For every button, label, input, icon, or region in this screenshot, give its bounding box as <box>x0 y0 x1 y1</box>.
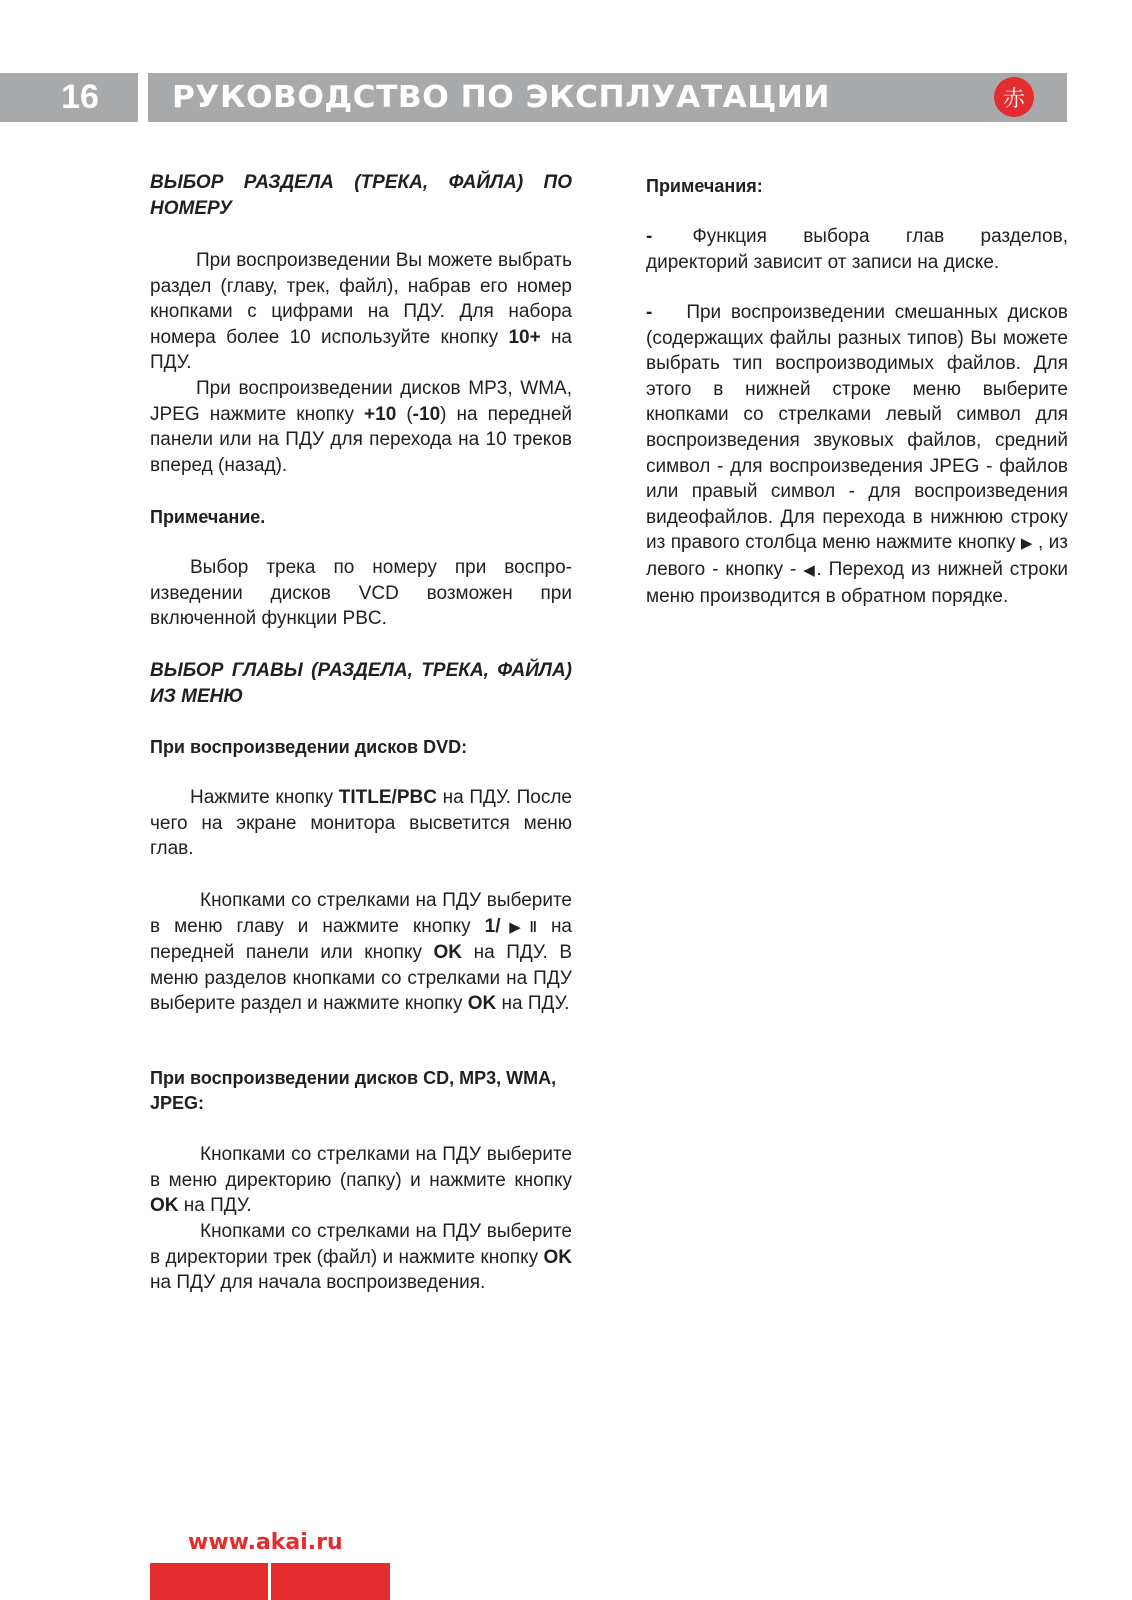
paragraph-cd-select-track <box>150 1219 572 1296</box>
note-heading: Примечание. <box>150 507 266 527</box>
footer-decor-block <box>150 1563 268 1600</box>
button-label-minus10: -10 <box>412 403 441 425</box>
section-heading-from-menu: ВЫБОР ГЛАВЫ (РАЗДЕЛА, ТРЕКА, ФАЙЛА) ИЗ МЕНЮ <box>150 660 572 707</box>
text: При воспроизведении дисков MP3, WMA, JPEG нажмите кнопку <box>150 378 572 425</box>
button-label-ok: OK <box>433 942 463 964</box>
left-arrow-icon: ◀ <box>803 561 817 579</box>
text: , из левого - кнопку - <box>646 532 1068 580</box>
header-bar <box>148 73 1067 122</box>
button-label-plus10: +10 <box>364 403 397 425</box>
button-label-1-play-pause: 1/ <box>484 915 501 937</box>
list-dash: - <box>646 302 653 323</box>
text: Выбор трека по номеру при воспро-изведении дисков VCD возможен при включенной функции PBC. <box>150 557 572 630</box>
text: Нажмите кнопку <box>190 787 339 808</box>
button-label-ok: OK <box>467 993 497 1015</box>
text: При воспроизведении Вы можете выбрать раздел (главу, трек, файл), набрав его номер кнопками с цифрами на ПДУ. Для набора номера более 10 используйте кнопку <box>150 250 572 348</box>
page-title: РУКОВОДСТВО ПО ЭКСПЛУАТАЦИИ <box>172 80 831 115</box>
note-item-mixed-discs <box>646 300 1068 609</box>
text: на ПДУ. <box>178 1195 252 1217</box>
text: на ПДУ. <box>496 993 570 1015</box>
list-dash: - <box>646 226 653 247</box>
text: . Переход из нижней строки меню производится в обратном порядке. <box>646 558 1068 607</box>
subheading-cd-mp3: При воспроизведении дисков CD, MP3, WMA, JPEG: <box>150 1068 557 1113</box>
text: на ПДУ. В меню разделов кнопками со стрелками на ПДУ выберите раздел и нажмите кнопку <box>150 942 572 1015</box>
paragraph-cd-select-folder <box>150 1142 572 1219</box>
paragraph-select-by-number <box>150 248 572 376</box>
text: При воспроизведении смешанных дисков (содержащих файлы разных типов) Вы можете выбрать тип воспроизводимых файлов. Для этого в нижней строке меню выберите кнопками со стрелками левый символ для воспроизведения звуковых файлов, средний символ - для воспроизведения JPEG - файлов или правый символ - для воспроизведения видеофайлов. Для перехода в нижнюю строку из правого столбца меню нажмите кнопку <box>646 302 1068 554</box>
akai-logo-icon: 赤 <box>994 77 1034 117</box>
text: на передней панели или кнопку <box>150 915 572 964</box>
button-label-title-pbc: TITLE/PBC <box>338 787 437 808</box>
subheading-dvd: При воспроизведении дисков DVD: <box>150 737 468 757</box>
paragraph-dvd-select-chapter <box>150 888 572 1017</box>
text: Кнопками со стрелками на ПДУ выберите в меню главу и нажмите кнопку <box>150 890 572 937</box>
button-label-ok: OK <box>543 1246 572 1268</box>
section-heading-by-number: ВЫБОР РАЗДЕЛА (ТРЕКА, ФАЙЛА) ПО НОМЕРУ <box>150 172 572 219</box>
note-paragraph <box>150 555 572 632</box>
text: на ПДУ. <box>150 326 572 374</box>
footer-decor-block <box>271 1563 390 1600</box>
text: Кнопками со стрелками на ПДУ выберите в директории трек (файл) и нажмите кнопку <box>150 1221 572 1268</box>
footer-website-link[interactable]: www.akai.ru <box>188 1530 343 1555</box>
paragraph-mp3-skip <box>150 376 572 478</box>
button-label-10plus: 10+ <box>508 326 541 348</box>
notes-heading: Примечания: <box>646 176 763 196</box>
button-label-ok: OK <box>150 1195 179 1217</box>
note-item-chapters <box>646 224 1068 275</box>
right-arrow-icon: ▶ <box>1020 535 1033 553</box>
paragraph-dvd-title-pbc <box>150 785 572 862</box>
text: ) на передней панели или на ПДУ для перехода на 10 треков вперед (назад). <box>150 403 572 476</box>
text: на ПДУ для начала воспроизведения. <box>150 1272 486 1294</box>
play-pause-icon: ▶‖ <box>500 918 537 936</box>
text: Кнопками со стрелками на ПДУ выберите в меню директорию (папку) и нажмите кнопку <box>150 1144 572 1191</box>
text: ( <box>396 403 413 425</box>
text: на ПДУ. После чего на экране монитора высветится меню глав. <box>150 787 572 860</box>
page-number: 16 <box>0 73 138 122</box>
text: Функция выбора глав разделов, директорий зависит от записи на диске. <box>646 226 1068 273</box>
